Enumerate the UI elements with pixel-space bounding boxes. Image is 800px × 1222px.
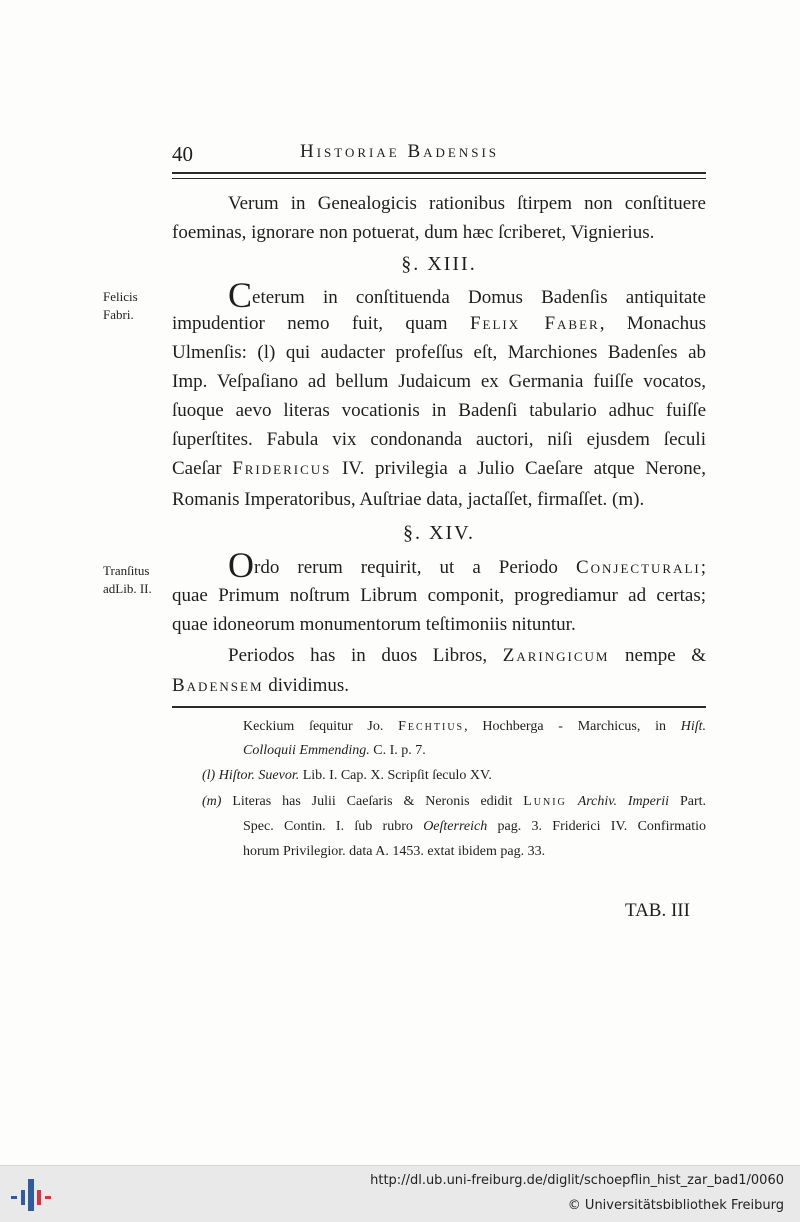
- text-line: quae idoneorum monumentorum teſtimoniis nituntur.: [172, 614, 576, 635]
- term-conjecturali: Conjecturali: [575, 557, 701, 578]
- text-line: quae Primum noſtrum Librum componit, progrediamur ad certas;: [172, 585, 706, 606]
- margin-note-line: Fabri.: [103, 307, 134, 322]
- footnote-line: [202, 767, 492, 785]
- running-title: Historiae Badensis: [300, 141, 500, 162]
- fn-segment: Keckium ſequitur Jo.: [243, 719, 384, 734]
- footnote-line: horum Privilegior. data A. 1453. extat ibidem pag. 33.: [243, 844, 546, 859]
- term-badensem: Badensem: [172, 675, 264, 696]
- header-rule-top: [172, 172, 706, 174]
- footnote-line: [243, 742, 426, 760]
- drop-cap: O: [228, 545, 254, 585]
- text-line: foeminas, ignorare non potuerat, dum hæc ſcriberet, Vignierius.: [172, 222, 655, 243]
- text-segment: Caeſar: [172, 458, 222, 479]
- text-segment: ;: [700, 557, 707, 578]
- margin-note-line: adLib. II.: [103, 581, 152, 596]
- fn-title: Hiſt.: [680, 719, 707, 734]
- fn-segment: pag. 3. Friderici IV. Confirmatio: [497, 819, 706, 834]
- text-line: Verum in Genealogicis rationibus ſtirpem non conſtituere: [228, 193, 706, 214]
- text-line: [172, 675, 349, 697]
- text-segment: nempe &: [625, 645, 707, 666]
- footnote-line: [243, 818, 706, 836]
- text-segment: IV. privilegia a Julio Caeſare atque Nerone,: [341, 458, 706, 479]
- text-segment: rdo rerum requirit, ut a Periodo: [254, 557, 558, 578]
- section-heading-xiv: §. XIV.: [403, 522, 475, 544]
- fn-segment: C. I. p. 7.: [373, 743, 426, 758]
- text-line: [172, 458, 706, 480]
- fn-title: Oeſterreich: [423, 819, 488, 834]
- fn-segment: Spec. Contin. I. ſub rubro: [243, 819, 413, 834]
- footnote-line: [202, 793, 706, 811]
- margin-note-transitus: [103, 562, 152, 598]
- footnote-line: [243, 718, 706, 736]
- fn-segment: Lib. I. Cap. X. Scripſit ſeculo XV.: [302, 768, 492, 783]
- source-url-link[interactable]: http://dl.ub.uni-freiburg.de/diglit/schoepflin_hist_zar_bad1/0060: [370, 1173, 784, 1188]
- drop-cap: C: [228, 275, 253, 315]
- text-line: [172, 313, 706, 335]
- ub-freiburg-logo-icon[interactable]: [10, 1176, 52, 1214]
- catchword: TAB. III: [625, 900, 690, 921]
- text-line: Romanis Imperatoribus, Auſtriae data, jactaſſet, firmaſſet. (m).: [172, 489, 645, 510]
- name-fridericus: Fridericus: [232, 458, 332, 479]
- text-line: Ulmenſis: (l) qui audacter profeſſus eſt, Marchiones Badenſes ab: [172, 342, 706, 363]
- text-line: ſuperſtites. Fabula vix condonanda auctori, niſi ejusdem ſeculi: [172, 429, 706, 450]
- fn-name-fechtius: Fechtius: [398, 719, 465, 734]
- header-rule-bottom: [172, 178, 706, 179]
- page-number: 40: [172, 142, 193, 166]
- margin-note-line: Felicis: [103, 289, 138, 304]
- copyright-notice: © Universitätsbibliothek Freiburg: [567, 1198, 784, 1213]
- text-line: Imp. Veſpaſiano ad bellum Judaicum ex Germania fuiſſe vocatos,: [172, 371, 706, 392]
- fn-segment: Part.: [679, 794, 707, 809]
- text-segment: dividimus.: [268, 675, 350, 696]
- fn-segment: , Hochberga - Marchicus, in: [464, 719, 666, 734]
- text-segment: impudentior nemo fuit, quam: [172, 313, 448, 334]
- text-segment: eterum in conſtituenda Domus Badenſis antiquitate: [252, 287, 706, 308]
- term-zaringicum: Zaringicum: [502, 645, 610, 666]
- fn-marker: (l): [202, 768, 216, 783]
- footnote-rule: [172, 706, 706, 708]
- text-line-dropcap: [228, 545, 707, 585]
- text-segment: Periodos has in duos Libros,: [228, 645, 488, 666]
- name-felix-faber: Felix Faber: [469, 313, 600, 334]
- fn-title: Archiv. Imperii: [577, 794, 670, 809]
- text-line: [228, 645, 706, 667]
- margin-note-felicis: [103, 288, 138, 324]
- text-line: ſuoque aevo literas vocationis in Badenſi tabulario adhuc fuiſſe: [172, 400, 706, 421]
- text-segment: , Monachus: [599, 313, 706, 334]
- section-heading-xiii: §. XIII.: [401, 253, 477, 275]
- fn-name-lunig: Lunig: [523, 794, 567, 809]
- fn-title: Hiſtor. Suevor.: [218, 768, 300, 783]
- fn-marker: (m): [202, 794, 222, 809]
- margin-note-line: Tranſitus: [103, 563, 150, 578]
- fn-title: Colloquii Emmending.: [243, 743, 370, 758]
- footer-bar: [0, 1165, 800, 1222]
- fn-segment: Literas has Julii Caeſaris & Neronis edidit: [232, 794, 513, 809]
- text-line-dropcap: [228, 275, 706, 315]
